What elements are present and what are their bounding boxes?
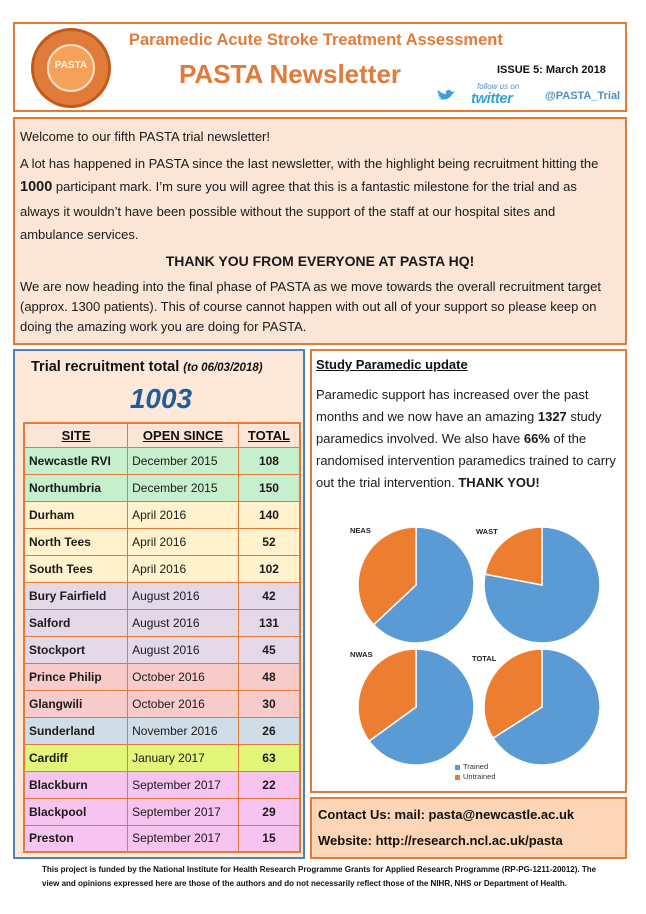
table-row bbox=[24, 582, 300, 609]
site-cell: Blackpool bbox=[24, 798, 128, 825]
update-body bbox=[316, 384, 621, 494]
site-cell: Blackburn bbox=[24, 771, 128, 798]
pie-label-neas: NEAS bbox=[350, 526, 371, 535]
pie-label-wast: WAST bbox=[476, 527, 498, 536]
contact-mail-line bbox=[318, 805, 619, 831]
welcome-text-a: A lot has happened in PASTA since the last newsletter, with the highlight being recruitment hitting the bbox=[20, 155, 599, 171]
paramedic-update-panel bbox=[310, 349, 627, 793]
newsletter-header bbox=[13, 22, 627, 112]
pie-label-total: TOTAL bbox=[472, 654, 497, 663]
total-cell: 22 bbox=[238, 771, 300, 798]
milestone-number: 1000 bbox=[20, 179, 53, 195]
open-since-cell: January 2017 bbox=[128, 744, 239, 771]
open-since-cell: October 2016 bbox=[128, 663, 239, 690]
site-cell: Bury Fairfield bbox=[24, 582, 128, 609]
table-row bbox=[24, 609, 300, 636]
contact-mail-label: Contact Us: mail: bbox=[318, 807, 429, 822]
site-cell: Northumbria bbox=[24, 474, 128, 501]
open-since-cell: August 2016 bbox=[128, 636, 239, 663]
total-cell: 150 bbox=[238, 474, 300, 501]
welcome-paragraph bbox=[20, 152, 620, 247]
trained-percent: 66% bbox=[523, 431, 550, 446]
site-cell: Prince Philip bbox=[24, 663, 128, 690]
total-cell: 30 bbox=[238, 690, 300, 717]
total-cell: 140 bbox=[238, 501, 300, 528]
table-row bbox=[24, 798, 300, 825]
final-phase-paragraph: We are now heading into the final phase of PASTA as we move towards the overall recruitment target (approx. 1300 patients). This of course cannot happen with out all of your support so please keep on doing the amazing work you are doing for PASTA. bbox=[20, 279, 601, 334]
column-header-total: TOTAL bbox=[238, 423, 300, 447]
pasta-logo bbox=[31, 28, 111, 108]
site-cell: Newcastle RVI bbox=[24, 447, 128, 474]
recruitment-title bbox=[31, 359, 263, 375]
site-cell: North Tees bbox=[24, 528, 128, 555]
update-text-c: study paramedics involved. We also have bbox=[316, 409, 602, 446]
recruitment-date-note: (to 06/03/2018) bbox=[183, 362, 263, 374]
welcome-intro: Welcome to our fifth PASTA trial newsletter! bbox=[20, 129, 270, 144]
table-row bbox=[24, 501, 300, 528]
total-cell: 42 bbox=[238, 582, 300, 609]
header-subtitle: Paramedic Acute Stroke Treatment Assessment bbox=[129, 31, 503, 49]
table-row bbox=[24, 447, 300, 474]
paramedic-count: 1327 bbox=[537, 409, 567, 424]
pie-slice-wast-untrained bbox=[485, 527, 542, 585]
issue-label: ISSUE 5: March 2018 bbox=[497, 64, 606, 76]
open-since-cell: August 2016 bbox=[128, 609, 239, 636]
welcome-section bbox=[13, 117, 627, 345]
total-cell: 52 bbox=[238, 528, 300, 555]
site-cell: Stockport bbox=[24, 636, 128, 663]
total-cell: 63 bbox=[238, 744, 300, 771]
pie-chart-total bbox=[482, 647, 602, 767]
open-since-cell: December 2015 bbox=[128, 474, 239, 501]
table-header-row bbox=[24, 423, 300, 447]
page-title: PASTA Newsletter bbox=[179, 59, 402, 89]
twitter-bird-icon[interactable] bbox=[435, 88, 457, 102]
table-row bbox=[24, 744, 300, 771]
website-link[interactable]: http://research.ncl.ac.uk/pasta bbox=[375, 833, 563, 848]
legend-swatch-trained bbox=[455, 765, 460, 770]
total-cell: 45 bbox=[238, 636, 300, 663]
table-row bbox=[24, 474, 300, 501]
logo-text: PASTA bbox=[54, 60, 88, 71]
thank-you-heading: THANK YOU FROM EVERYONE AT PASTA HQ! bbox=[165, 252, 475, 269]
contact-section bbox=[310, 797, 627, 859]
total-cell: 29 bbox=[238, 798, 300, 825]
twitter-wordmark: twitter bbox=[471, 90, 513, 107]
pie-label-nwas: NWAS bbox=[350, 650, 373, 659]
total-cell: 15 bbox=[238, 825, 300, 852]
site-cell: South Tees bbox=[24, 555, 128, 582]
legend-item-untrained bbox=[455, 772, 496, 782]
legend-label-trained: Trained bbox=[463, 762, 489, 771]
legend-item-trained bbox=[455, 762, 496, 772]
pie-chart-neas bbox=[356, 525, 476, 645]
open-since-cell: December 2015 bbox=[128, 447, 239, 474]
column-header-site: SITE bbox=[24, 423, 128, 447]
contact-email-link[interactable]: pasta@newcastle.ac.uk bbox=[428, 807, 575, 822]
open-since-cell: November 2016 bbox=[128, 717, 239, 744]
total-cell: 102 bbox=[238, 555, 300, 582]
table-row bbox=[24, 690, 300, 717]
legend-label-untrained: Untrained bbox=[463, 772, 496, 781]
funding-disclaimer: This project is funded by the National Institute for Health Research Programme Grants for Applied Research Programme (RP-PG-1211-20012). The view and opinions expressed here are those of the authors and do not necessarily reflect those of the NIHR, NHS or Department of Health. bbox=[42, 865, 597, 888]
update-text-a: Paramedic support has increased over the past months and we now have an amazing bbox=[316, 387, 589, 424]
site-cell: Salford bbox=[24, 609, 128, 636]
total-cell: 108 bbox=[238, 447, 300, 474]
total-cell: 131 bbox=[238, 609, 300, 636]
total-cell: 26 bbox=[238, 717, 300, 744]
site-recruitment-table bbox=[23, 422, 301, 853]
table-row bbox=[24, 771, 300, 798]
welcome-text-b: participant mark. I’m sure you will agree that this is a fantastic milestone for the trial and as always it wouldn’t have been possible without the support of the staff at our hospital sites and ambulance services. bbox=[20, 179, 577, 242]
update-title: Study Paramedic update bbox=[316, 357, 468, 372]
update-text-d: of the randomised intervention paramedics trained to carry out the trial intervention. bbox=[316, 431, 616, 490]
open-since-cell: September 2017 bbox=[128, 825, 239, 852]
recruitment-panel bbox=[13, 349, 305, 859]
recruitment-title-text: Trial recruitment total bbox=[31, 359, 180, 375]
table-row bbox=[24, 825, 300, 852]
open-since-cell: October 2016 bbox=[128, 690, 239, 717]
contact-web-label: Website: bbox=[318, 833, 376, 848]
open-since-cell: April 2016 bbox=[128, 528, 239, 555]
column-header-open-since: OPEN SINCE bbox=[128, 423, 239, 447]
open-since-cell: April 2016 bbox=[128, 501, 239, 528]
pie-chart-nwas bbox=[356, 647, 476, 767]
twitter-handle-link[interactable]: @PASTA_Trial bbox=[545, 90, 621, 102]
legend-swatch-untrained bbox=[455, 775, 460, 780]
site-cell: Durham bbox=[24, 501, 128, 528]
table-row bbox=[24, 717, 300, 744]
update-thanks: THANK YOU! bbox=[458, 475, 540, 490]
total-cell: 48 bbox=[238, 663, 300, 690]
open-since-cell: September 2017 bbox=[128, 798, 239, 825]
table-row bbox=[24, 663, 300, 690]
pie-chart-wast bbox=[482, 525, 602, 645]
recruitment-total-value: 1003 bbox=[129, 383, 193, 414]
open-since-cell: September 2017 bbox=[128, 771, 239, 798]
contact-web-line bbox=[318, 831, 619, 857]
site-cell: Preston bbox=[24, 825, 128, 852]
table-row bbox=[24, 555, 300, 582]
site-cell: Glangwili bbox=[24, 690, 128, 717]
pie-legend bbox=[455, 762, 496, 782]
open-since-cell: April 2016 bbox=[128, 555, 239, 582]
twitter-follow-text: follow us on bbox=[477, 82, 520, 91]
table-row bbox=[24, 636, 300, 663]
site-cell: Cardiff bbox=[24, 744, 128, 771]
twitter-follow-badge[interactable] bbox=[461, 82, 543, 106]
open-since-cell: August 2016 bbox=[128, 582, 239, 609]
site-cell: Sunderland bbox=[24, 717, 128, 744]
table-row bbox=[24, 528, 300, 555]
